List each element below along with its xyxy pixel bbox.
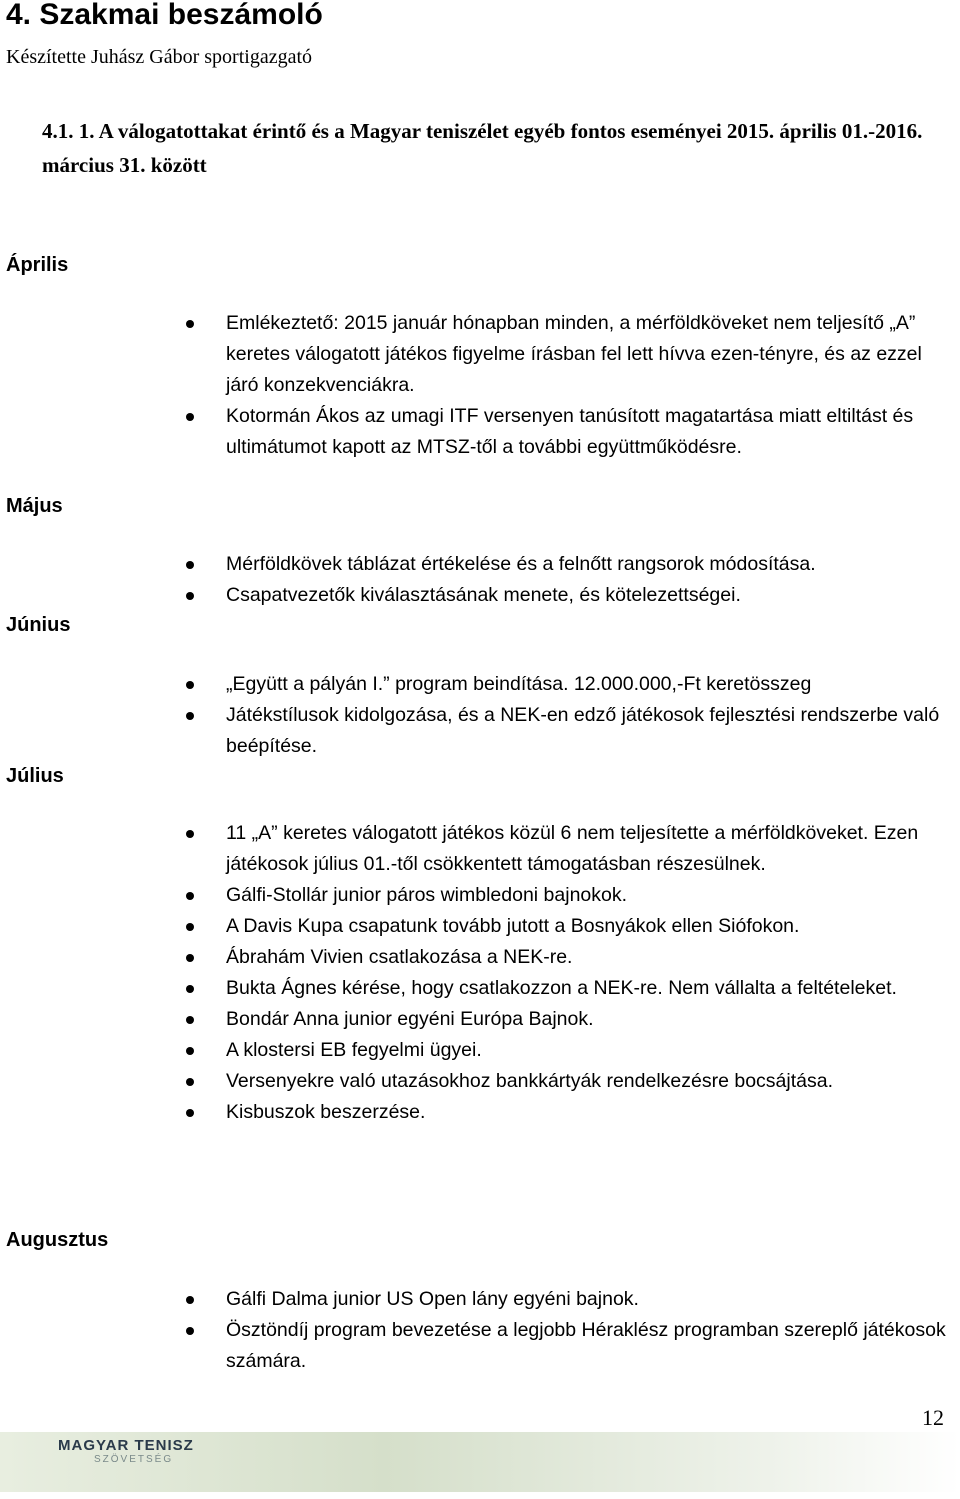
bullet-icon <box>186 923 194 931</box>
list-item <box>226 1097 956 1128</box>
list-item-text: Emlékeztető: 2015 január hónapban minden, a mérföldköveket nem teljesítő „A” keretes válogatott játékos figyelme írásban fel lett hívva ezen-tényre, és az ezzel járó konzekvenciákra. <box>226 312 922 396</box>
list-item-text: Ösztöndíj program bevezetése a legjobb Héraklész programban szereplő játékosok számára. <box>226 1319 946 1372</box>
list-item-text: Gálfi Dalma junior US Open lány egyéni bajnok. <box>226 1288 639 1310</box>
bullet-icon <box>186 1296 194 1304</box>
list-item <box>226 549 956 580</box>
list-item <box>226 669 956 700</box>
list-item <box>226 1035 956 1066</box>
list-majus <box>226 549 956 611</box>
bullet-icon <box>186 712 194 720</box>
list-item <box>226 580 956 611</box>
list-item <box>226 973 956 1004</box>
month-heading-junius: Június <box>6 614 71 636</box>
bullet-icon <box>186 413 194 421</box>
list-item <box>226 1315 956 1377</box>
logo-text: MAGYAR TENISZ <box>58 1437 194 1454</box>
bullet-icon <box>186 1016 194 1024</box>
list-item-text: Csapatvezetők kiválasztásának menete, és kötelezettségei. <box>226 584 741 606</box>
list-item-text: Kisbuszok beszerzése. <box>226 1101 426 1123</box>
magyar-tenisz-logo <box>58 1437 194 1465</box>
bullet-icon <box>186 1047 194 1055</box>
bullet-icon <box>186 320 194 328</box>
list-item <box>226 880 956 911</box>
month-heading-aprilis: Április <box>6 254 69 276</box>
list-item-text: Bondár Anna junior egyéni Európa Bajnok. <box>226 1008 594 1030</box>
list-item <box>226 700 956 762</box>
list-item-text: Versenyekre való utazásokhoz bankkártyák rendelkezésre bocsájtása. <box>226 1070 834 1092</box>
list-item <box>226 401 956 463</box>
list-aprilis <box>226 308 956 463</box>
page-number: 12 <box>922 1405 944 1430</box>
list-item-text: Játékstílusok kidolgozása, és a NEK-en edző játékosok fejlesztési rendszerbe való beépítése. <box>226 704 940 757</box>
list-junius <box>226 669 956 762</box>
list-item <box>226 308 956 401</box>
bullet-icon <box>186 954 194 962</box>
month-heading-augusztus: Augusztus <box>6 1229 109 1251</box>
bullet-icon <box>186 1327 194 1335</box>
list-item-text: A Davis Kupa csapatunk tovább jutott a Bosnyákok ellen Siófokon. <box>226 915 800 937</box>
list-item <box>226 911 956 942</box>
list-item-text: „Együtt a pályán I.” program beindítása. 12.000.000,-Ft keretösszeg <box>226 673 812 695</box>
list-item <box>226 818 956 880</box>
author-line: Készítette Juhász Gábor sportigazgató <box>6 46 313 68</box>
month-heading-julius: Július <box>6 765 64 787</box>
list-item-text: A klostersi EB fegyelmi ügyei. <box>226 1039 482 1061</box>
bullet-icon <box>186 985 194 993</box>
list-item-text: 11 „A” keretes válogatott játékos közül 6 nem teljesítette a mérföldköveket. Ezen játékosok július 01.-től csökkentett támogatásban részesülnek. <box>226 822 919 875</box>
list-julius <box>226 818 956 1128</box>
list-item-text: Gálfi-Stollár junior páros wimbledoni bajnokok. <box>226 884 628 906</box>
bullet-icon <box>186 561 194 569</box>
list-item <box>226 1004 956 1035</box>
list-item-text: Mérföldkövek táblázat értékelése és a felnőtt rangsorok módosítása. <box>226 553 816 575</box>
list-item <box>226 942 956 973</box>
logo-subtext: SZÖVETSÉG <box>94 1454 174 1465</box>
list-item <box>226 1284 956 1315</box>
bullet-icon <box>186 830 194 838</box>
list-item-text: Kotormán Ákos az umagi ITF versenyen tanúsított magatartása miatt eltiltást és ultimátumot kapott az MTSZ-től a további együttműködésre. <box>226 405 914 458</box>
bullet-icon <box>186 592 194 600</box>
list-augusztus <box>226 1284 956 1377</box>
page-title: 4. Szakmai beszámoló <box>6 0 323 31</box>
bullet-icon <box>186 681 194 689</box>
bullet-icon <box>186 892 194 900</box>
bullet-icon <box>186 1109 194 1117</box>
month-heading-majus: Május <box>6 495 63 517</box>
bullet-icon <box>186 1078 194 1086</box>
list-item-text: Bukta Ágnes kérése, hogy csatlakozzon a NEK-re. Nem vállalta a feltételeket. <box>226 977 897 999</box>
list-item-text: Ábrahám Vivien csatlakozása a NEK-re. <box>226 946 573 968</box>
section-subtitle: 4.1. 1. A válogatottakat érintő és a Magyar teniszélet egyéb fontos eseményei 2015. április 01.-2016. március 31. között <box>42 119 923 177</box>
list-item <box>226 1066 956 1097</box>
